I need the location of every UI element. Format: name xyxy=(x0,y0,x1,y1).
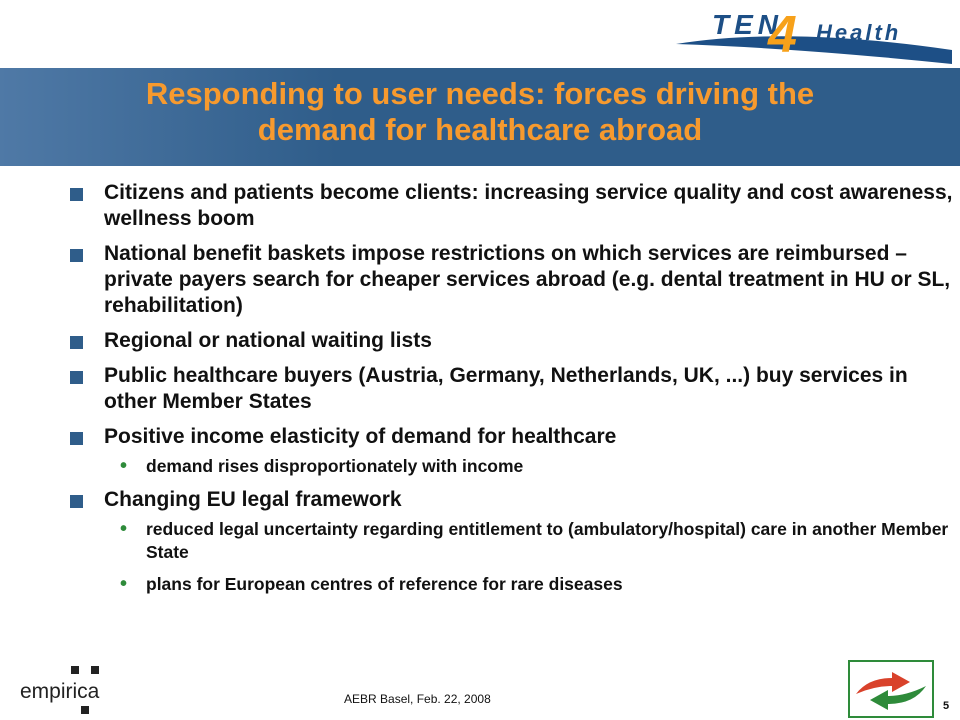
bullet-text: Regional or national waiting lists xyxy=(104,329,432,352)
bullet-item xyxy=(70,424,955,450)
bullet-text: Positive income elasticity of demand for healthcare xyxy=(104,425,617,448)
bullet-text: Public healthcare buyers (Austria, Germany, Netherlands, UK, ...) buy services in other Member States xyxy=(104,364,908,413)
page-number: 5 xyxy=(943,700,950,712)
bullet-item xyxy=(70,328,955,354)
logo-ten-text: TEN xyxy=(712,9,783,40)
logo-four-text: 4 xyxy=(768,6,797,64)
square-bullet-icon xyxy=(70,249,83,262)
bullet-list xyxy=(70,180,955,605)
sub-bullet-item xyxy=(70,518,955,564)
square-bullet-icon xyxy=(70,371,83,384)
bullet-text: Citizens and patients become clients: increasing service quality and cost awareness, wellness boom xyxy=(104,181,953,230)
bullet-item xyxy=(70,363,955,415)
empirica-wordmark: empirica xyxy=(20,680,100,703)
dot-bullet-icon: • xyxy=(120,455,128,477)
sub-bullet-text: demand rises disproportionately with income xyxy=(146,456,524,476)
bullet-item xyxy=(70,180,955,232)
square-bullet-icon xyxy=(70,188,83,201)
sub-bullet-item xyxy=(70,455,955,478)
logo-swoosh xyxy=(676,36,952,64)
arrows-logo xyxy=(848,660,934,718)
sub-bullet-item xyxy=(70,573,955,596)
slide-title-line2: demand for healthcare abroad xyxy=(257,112,703,147)
bullet-item xyxy=(70,487,955,513)
slide-title-line1: Responding to user needs: forces driving the xyxy=(145,76,815,111)
logo-dot xyxy=(81,706,89,714)
bullet-text: National benefit baskets impose restrictions on which services are reimbursed – private payers search for cheaper services abroad (e.g. dental treatment in HU or SL, rehabilitation) xyxy=(104,242,951,317)
empirica-logo xyxy=(18,664,133,716)
dot-bullet-icon: • xyxy=(120,573,128,595)
logo-dot xyxy=(91,666,99,674)
square-bullet-icon xyxy=(70,336,83,349)
dot-bullet-icon: • xyxy=(120,518,128,540)
slide-title xyxy=(0,76,960,148)
square-bullet-icon xyxy=(70,495,83,508)
bullet-item xyxy=(70,241,955,319)
sub-bullet-text: plans for European centres of reference for rare diseases xyxy=(146,574,623,594)
logo-health-text: Health xyxy=(816,20,902,45)
bullet-text: Changing EU legal framework xyxy=(104,488,402,511)
logo-dot xyxy=(71,666,79,674)
square-bullet-icon xyxy=(70,432,83,445)
ten4health-logo xyxy=(668,4,956,66)
footer-text: AEBR Basel, Feb. 22, 2008 xyxy=(344,692,491,706)
sub-bullet-text: reduced legal uncertainty regarding entitlement to (ambulatory/hospital) care in another Member State xyxy=(146,519,949,562)
